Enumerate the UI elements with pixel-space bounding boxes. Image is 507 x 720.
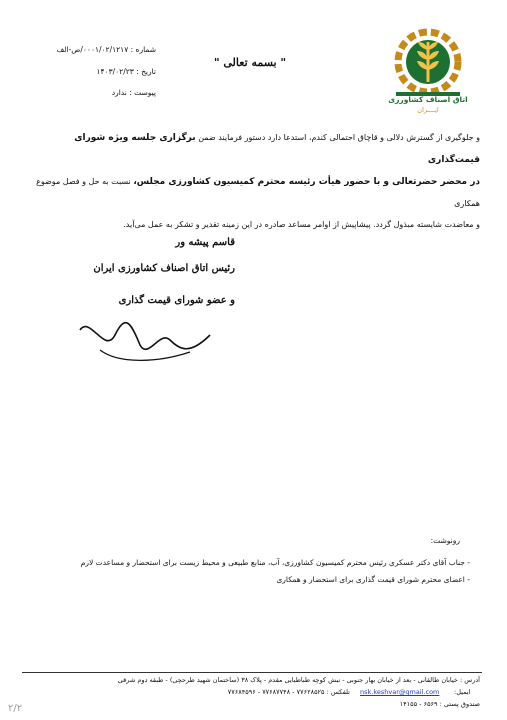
- page-number: ۲/۲: [8, 703, 23, 714]
- footer-phone: تلفکس : ۷۷۶۲۸۵۲۵ - ۷۷۶۸۷۷۴۸ - ۷۷۶۸۴۵۹۶: [227, 688, 350, 696]
- body-paragraph: [22, 127, 480, 235]
- body-line-2: در محضر حضرتعالی و با حضور هیأت رئیسه محترم کمیسیون کشاورزی مجلس، نسبت به حل و فصل موضوع همکاری: [36, 177, 480, 208]
- body-line-1: و جلوگیری از گسترش دلالی و قاچاق احتمالی کندم، استدعا دارد دستور فرمایند ضمن برگزاری جلسه ویژه شورای قیمت‌گذاری: [74, 133, 480, 165]
- footer-divider: [22, 672, 482, 673]
- body-line-3: و معاضدت شایسته مبذول گردد. پیشاپیش از اوامر مساعد صادره در این زمینه تقدیر و تشکر به عمل می‌آید.: [123, 220, 480, 229]
- cc-item: - اعضای محترم شورای قیمت گذاری برای استحضار و همکاری: [276, 575, 470, 584]
- body-line-1-bold: برگزاری جلسه ویژه شورای قیمت‌گذاری: [74, 133, 480, 165]
- basmala-heading: " بسمه تعالی ": [213, 56, 287, 69]
- letter-date: تاریخ : ۱۴۰۳/۰۲/۲۳: [96, 67, 156, 76]
- logo-subtitle: ایــــران: [417, 106, 439, 114]
- signatory-name: قاسم پیشه ور: [175, 237, 235, 248]
- footer-postbox: صندوق پستی : ۶۵۶۹ - ۱۴۱۵۵: [399, 700, 480, 708]
- letter-number: شماره : ۰۰۰۱/۰۲/۱۲۱۷/ص-الف: [56, 45, 156, 54]
- cc-item: - جناب آقای دکتر عسکری رئیس محترم کمیسیون کشاورزی، آب، منابع طبیعی و محیط زیست برای استحضار و مساعدت لازم: [80, 558, 470, 567]
- logo-title: اتاق اصناف کشاورزی: [388, 95, 468, 104]
- signatory-role: و عضو شورای قیمت گذاری: [118, 295, 235, 306]
- letter-attachment: پیوست : ندارد: [111, 88, 156, 97]
- footer-email-link[interactable]: nsk.keshvar@gmail.com: [360, 688, 440, 696]
- footer-address: آدرس : خیابان طالقانی - بعد از خیابان بهار جنوبی - نبش کوچه طباطبایی مقدم - پلاک ۳۸ (ساختمان شهید طرحچی) - طبقه دوم شرقی: [117, 676, 480, 684]
- signatory-title: رئیس اتاق اصناف کشاورزی ایران: [93, 263, 235, 274]
- handwritten-signature-icon: [70, 310, 220, 370]
- cc-heading: رونوشت:: [430, 536, 460, 545]
- body-line-2-bold: در محضر حضرتعالی و با حضور هیأت رئیسه محترم کمیسیون کشاورزی مجلس،: [133, 177, 480, 187]
- footer-email-label: ایمیل:: [454, 688, 471, 696]
